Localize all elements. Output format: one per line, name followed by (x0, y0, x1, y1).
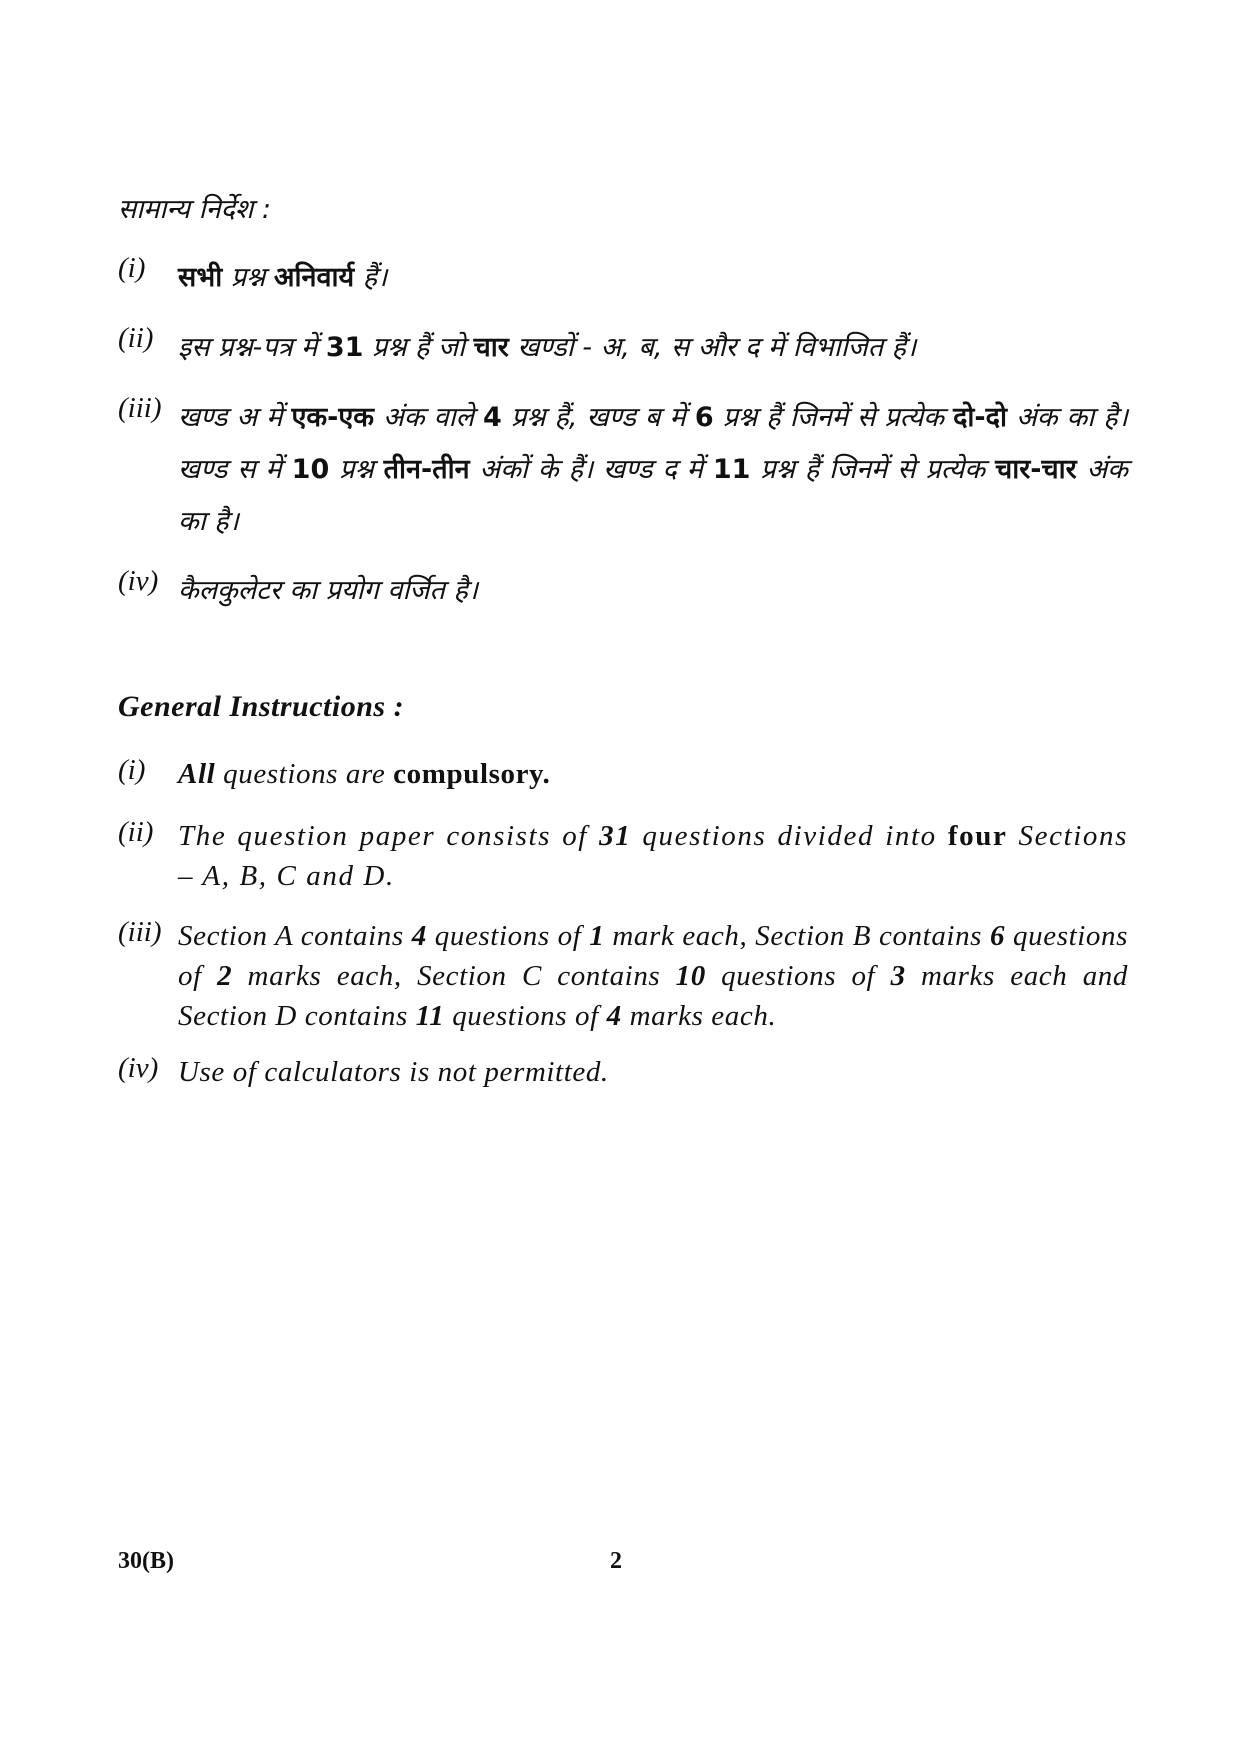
hindi-instructions-heading: सामान्य निर्देश : (118, 194, 271, 225)
hindi-instruction-2: (ii) इस प्रश्न-पत्र में 31 प्रश्न हैं जो चार खण्डों - अ, ब, स और द में विभाजित हैं। (118, 322, 917, 363)
english-instruction-2: (ii) The question paper consists of 31 questions divided into four Sections – A, B, C and D. (118, 816, 1128, 892)
item-number: (iii) (118, 916, 162, 948)
item-number: (ii) (118, 816, 154, 848)
paper-code: 30(B) (118, 1548, 174, 1574)
item-number: (i) (118, 252, 146, 284)
item-number: (iii) (118, 392, 162, 424)
item-number: (iv) (118, 565, 159, 597)
english-instruction-1: (i) All questions are compulsory. (118, 754, 551, 790)
item-number: (iv) (118, 1052, 159, 1084)
english-instruction-4: (iv) Use of calculators is not permitted. (118, 1052, 609, 1088)
item-number: (i) (118, 754, 146, 786)
english-instructions-heading: General Instructions : (118, 690, 405, 723)
hindi-instruction-3: (iii) खण्ड अ में एक-एक अंक वाले 4 प्रश्न हैं, खण्ड ब में 6 प्रश्न हैं जिनमें से प्रत्येक दो-दो अंक का है। खण्ड स में 10 प्रश्न तीन-तीन अंकों के हैं। खण्ड द में 11 प्रश्न हैं जिनमें से प्रत्येक चार-चार अंक का है। (118, 392, 1128, 537)
hindi-instruction-1: (i) सभी प्रश्न अनिवार्य हैं। (118, 252, 388, 293)
page-number: 2 (610, 1548, 622, 1574)
hindi-instruction-4: (iv) कैलकुलेटर का प्रयोग वर्जित है। (118, 565, 479, 606)
english-instruction-3: (iii) Section A contains 4 questions of 1 mark each, Section B contains 6 questions of 2 marks each, Section C contains 10 questions of 3 marks each and Section D contains 11 questions of 4 marks each. (118, 916, 1129, 1032)
item-number: (ii) (118, 322, 154, 354)
